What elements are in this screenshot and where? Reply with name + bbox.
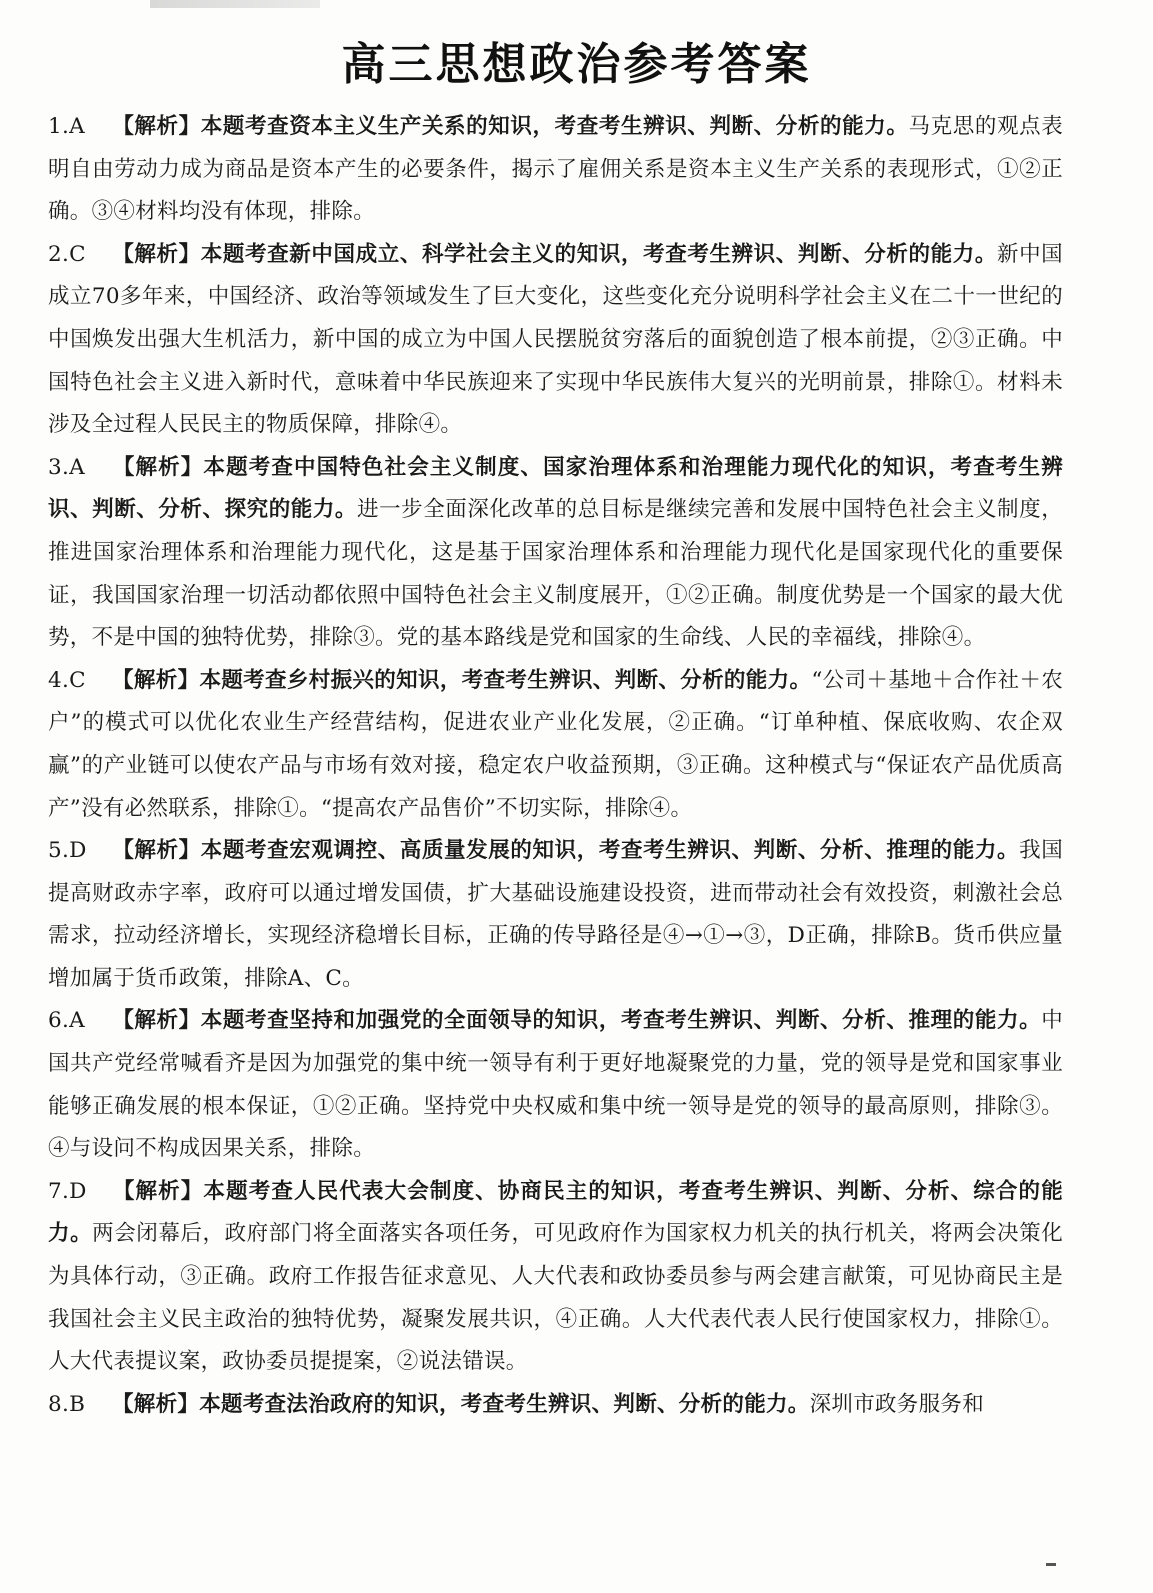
- answer-item-8: [48, 1384, 1063, 1427]
- item-lead: 本题考查宏观调控、高质量发展的知识，考查考生辨识、判断、分析、推理的能力。: [200, 838, 1020, 864]
- item-body: 深圳市政务服务和: [809, 1391, 985, 1417]
- analysis-tag: 【解析】: [112, 667, 200, 693]
- answer-item-1: [48, 106, 1063, 234]
- item-lead: 本题考查法治政府的知识，考查考生辨识、判断、分析的能力。: [199, 1391, 810, 1417]
- item-lead: 本题考查中国特色社会主义制度、国家治理体系和治理能力现代化的知识，考查考生辨识、判断、分析、探究的能力。: [48, 454, 1064, 523]
- answer-item-6: [48, 1000, 1063, 1170]
- item-lead: 本题考查乡村振兴的知识，考查考生辨识、判断、分析的能力。: [199, 667, 812, 693]
- answer-item-3: [48, 447, 1063, 660]
- answer-item-7: [48, 1171, 1063, 1384]
- page-title: 高三思想政治参考答案: [341, 39, 812, 91]
- item-number: 7.D: [48, 1178, 87, 1204]
- item-body: 马克思的观点表明自由劳动力成为商品是资本产生的必要条件，揭示了雇佣关系是资本主义生产关系的表现形式，①②正确。③④材料均没有体现，排除。: [48, 114, 1063, 225]
- item-body: 两会闭幕后，政府部门将全面落实各项任务，可见政府作为国家权力机关的执行机关，将两会决策化为具体行动，③正确。政府工作报告征求意见、人大代表和政协委员参与两会建言献策，可见协商民主是我国社会主义民主政治的独特优势，凝聚发展共识，④正确。人大代表代表人民行使国家权力，排除①。人大代表提议案，政协委员提提案，②说法错误。: [48, 1221, 1063, 1375]
- item-lead: 本题考查坚持和加强党的全面领导的知识，考查考生辨识、判断、分析、推理的能力。: [200, 1008, 1042, 1034]
- answer-list: [48, 106, 1063, 1426]
- item-number: 8.B: [48, 1391, 86, 1417]
- item-body: 进一步全面深化改革的总目标是继续完善和发展中国特色社会主义制度，推进国家治理体系和治理能力现代化，这是基于国家治理体系和治理能力现代化是国家现代化的重要保证，我国国家治理一切活动都依照中国特色社会主义制度展开，①②正确。制度优势是一个国家的最大优势，不是中国的独特优势，排除③。党的基本路线是党和国家的生命线、人民的幸福线，排除④。: [48, 497, 1063, 651]
- item-lead: 本题考查资本主义生产关系的知识，考查考生辨识、判断、分析的能力。: [200, 114, 909, 139]
- analysis-tag: 【解析】: [112, 241, 201, 267]
- answer-item-4: [48, 660, 1063, 830]
- answer-item-2: [48, 234, 1063, 447]
- item-body: “公司＋基地＋合作社＋农户”的模式可以优化农业生产经营结构，促进农业产业化发展，②正确。“订单种植、保底收购、农企双赢”的产业链可以使农产品与市场有效对接，稳定农户收益预期，③正确。这种模式与“保证农产品优质高产”没有必然联系，排除①。“提高农产品售价”不切实际，排除④。: [48, 667, 1064, 821]
- item-number: 6.A: [48, 1008, 85, 1034]
- analysis-tag: 【解析】: [112, 1178, 204, 1204]
- item-body: 我国提高财政赤字率，政府可以通过增发国债，扩大基础设施建设投资，进而带动社会有效投资，刺激社会总需求，拉动经济增长，实现经济稳增长目标，正确的传导路径是④→①→③，D正确，排除B。货币供应量增加属于货币政策，排除A、C。: [48, 838, 1063, 991]
- analysis-tag: 【解析】: [112, 454, 204, 480]
- item-lead: 本题考查人民代表大会制度、协商民主的知识，考查考生辨识、判断、分析、综合的能力。: [48, 1178, 1064, 1247]
- item-body: 新中国成立70多年来，中国经济、政治等领域发生了巨大变化，这些变化充分说明科学社会主义在二十一世纪的中国焕发出强大生机活力，新中国的成立为中国人民摆脱贫穷落后的面貌创造了根本前提，②③正确。中国特色社会主义进入新时代，意味着中华民族迎来了实现中华民族伟大复兴的光明前景，排除①。材料未涉及全过程人民民主的物质保障，排除④。: [48, 241, 1063, 438]
- answer-item-5: [48, 830, 1063, 1000]
- item-lead: 本题考查新中国成立、科学社会主义的知识，考查考生辨识、判断、分析的能力。: [200, 241, 997, 267]
- analysis-tag: 【解析】: [112, 114, 201, 139]
- analysis-tag: 【解析】: [112, 1391, 200, 1417]
- item-number: 5.D: [48, 838, 87, 864]
- item-number: 1.A: [48, 114, 85, 139]
- item-body: 中国共产党经常喊看齐是因为加强党的集中统一领导有利于更好地凝聚党的力量，党的领导是党和国家事业能够正确发展的根本保证，①②正确。坚持党中央权威和集中统一领导是党的领导的最高原则，排除③。④与设问不构成因果关系，排除。: [48, 1008, 1063, 1162]
- item-number: 3.A: [48, 454, 85, 480]
- analysis-tag: 【解析】: [112, 838, 201, 864]
- item-number: 2.C: [48, 241, 86, 267]
- header-strip: [150, 0, 320, 8]
- analysis-tag: 【解析】: [112, 1008, 201, 1034]
- item-number: 4.C: [48, 667, 86, 693]
- page-mark: [1046, 1563, 1056, 1566]
